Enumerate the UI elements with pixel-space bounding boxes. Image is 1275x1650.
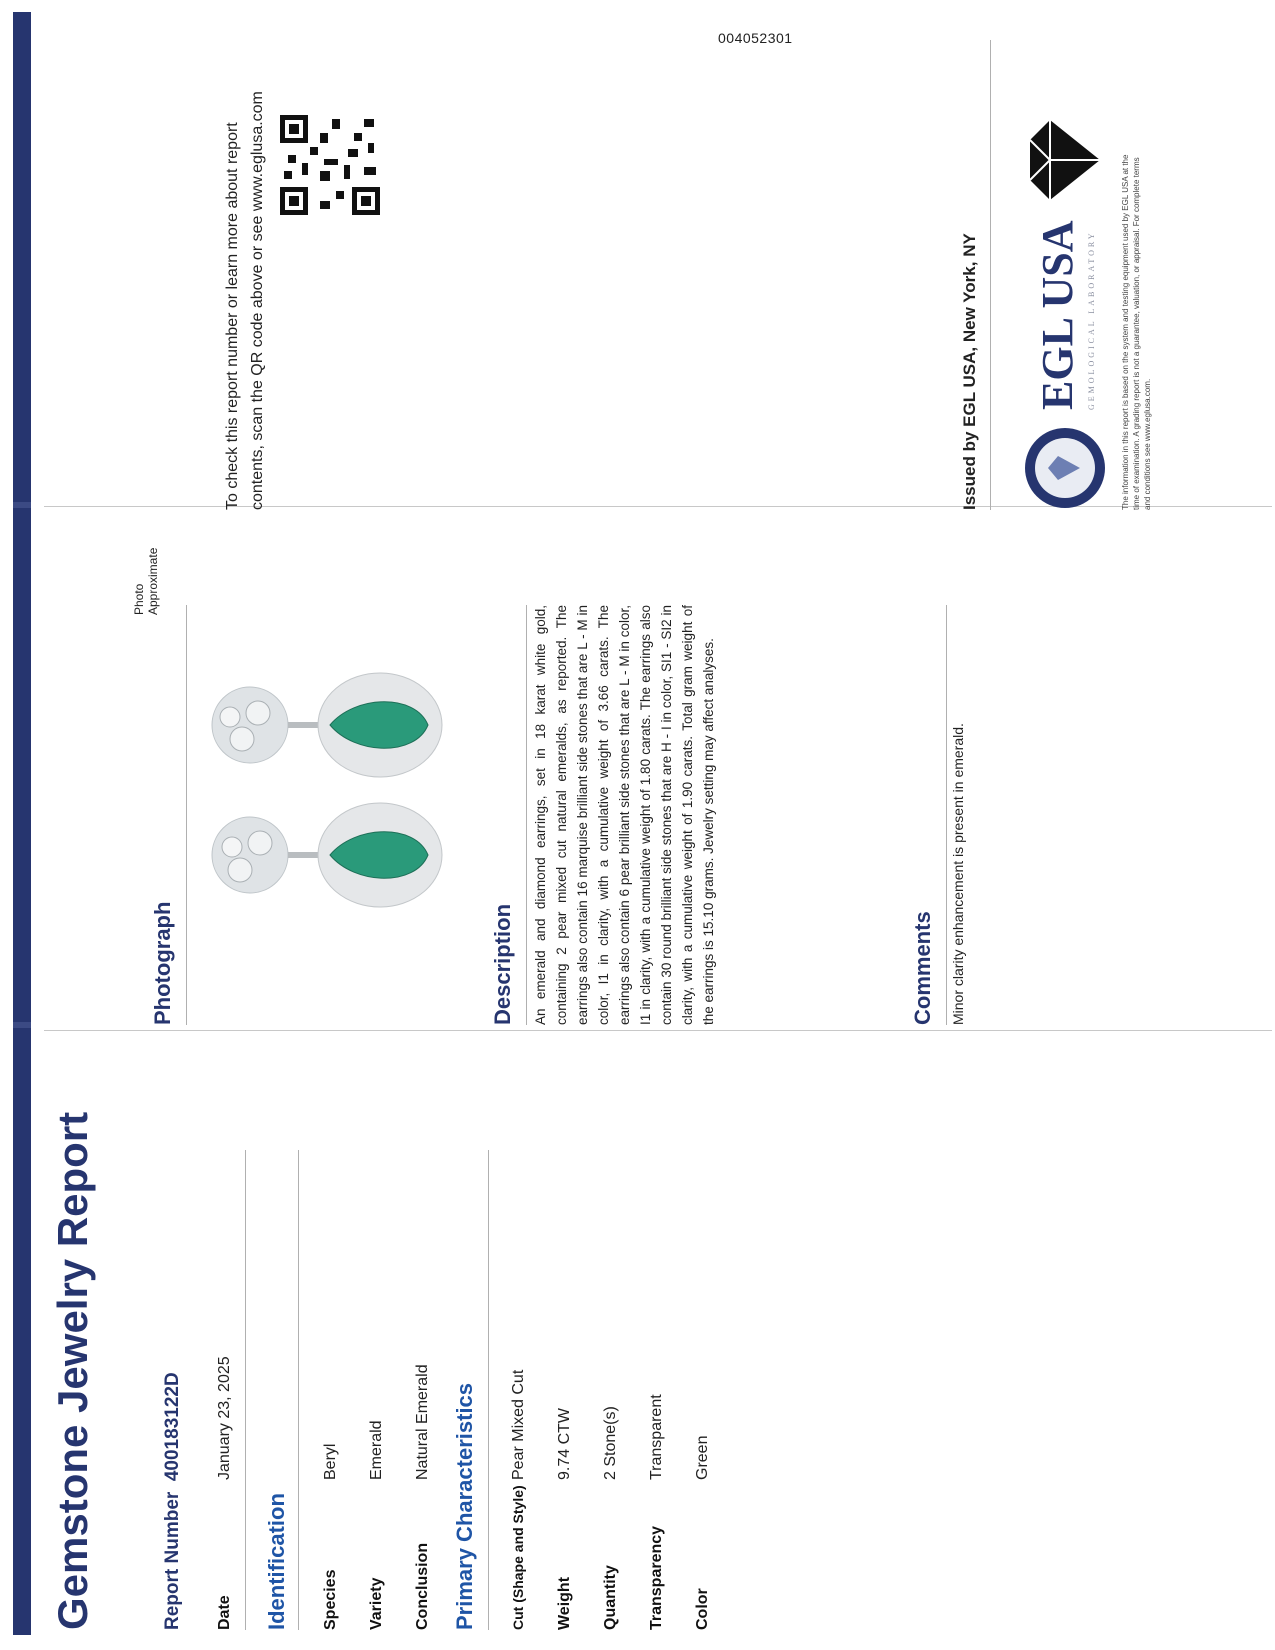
field-value: Transparent [648, 1394, 665, 1480]
document-number: 004052301 [718, 30, 793, 46]
divider [298, 1150, 299, 1630]
verification-panel [220, 30, 1270, 530]
characteristic-row [510, 1370, 528, 1630]
verification-instructions: To check this report number or learn more about report contents, scan the QR code above or see www.eglusa.com [224, 91, 266, 510]
earring-image [212, 803, 442, 907]
report-number [162, 1372, 184, 1630]
date-row [216, 1356, 234, 1630]
field-label: Conclusion [414, 1542, 431, 1630]
egl-usa-logo [1020, 30, 1115, 510]
date-label: Date [216, 1595, 233, 1630]
qr-code[interactable] [280, 115, 380, 215]
field-value: Green [694, 1435, 711, 1480]
description-text: An emerald and diamond earrings, set in 18 karat white gold, containing 2 pear mixed cut natural emeralds, as reported. The earrings also contain 16 marquise brilliant side stones that are L - M in color, I1 in clarity, with a cumulative weight of 3.66 carats. The earrings also contain 6 pear brilliant side stones that are L - M in color, I1 in clarity, with a cumulative weight of 1.80 carats. The earrings also contain 30 round brilliant side stones that are H - I in color, SI1 - SI2 in clarity, with a cumulative weight of 1.90 carats. Total gram weight of the earrings is 15.10 grams. Jewelry setting may affect analyses. [533, 605, 716, 1025]
field-value: Pear Mixed Cut [510, 1369, 527, 1480]
brand-name: EGL USA [1033, 220, 1082, 410]
date-value: January 23, 2025 [216, 1356, 233, 1480]
divider [990, 40, 991, 510]
field-label: Color [694, 1588, 711, 1630]
report-number-value: 400183122D [162, 1372, 183, 1482]
identification-heading: Identification [264, 1493, 289, 1630]
characteristic-row [694, 1436, 712, 1630]
field-label: Species [322, 1569, 339, 1630]
report-summary-panel [40, 1111, 760, 1650]
field-label: Quantity [602, 1565, 619, 1630]
divider [488, 1150, 489, 1630]
binding-bar [13, 12, 31, 1635]
divider [526, 605, 527, 1025]
field-value: 2 Stone(s) [602, 1406, 619, 1480]
earrings-photo [180, 625, 480, 975]
identification-row [322, 1444, 340, 1630]
field-value: Emerald [368, 1420, 385, 1480]
field-label: Weight [556, 1576, 573, 1630]
characteristic-row [648, 1394, 666, 1630]
fine-print: The information in this report is based on the system and testing equipment used by EGL USA at the time of examination. A grading report is not a guarantee, valuation, or appraisal. For complete terms and conditions see www.eglusa.com. [1121, 154, 1152, 510]
report-title: Gemstone Jewelry Report [49, 1111, 96, 1630]
characteristic-row [556, 1408, 574, 1630]
details-panel [132, 530, 1050, 1045]
primary-heading: Primary Characteristics [452, 1382, 477, 1630]
identification-row [414, 1364, 432, 1630]
identification-row [368, 1420, 386, 1630]
field-label: Variety [368, 1577, 385, 1630]
field-value: 9.74 CTW [556, 1407, 573, 1480]
description-heading: Description [490, 903, 515, 1025]
report-number-label: Report Number [162, 1491, 183, 1630]
diamond-icon [1030, 120, 1100, 200]
characteristic-row [602, 1406, 620, 1630]
divider [946, 605, 947, 1025]
field-label: Cut (Shape and Style) [510, 1485, 526, 1630]
comments-text: Minor clarity enhancement is present in emerald. [950, 723, 966, 1025]
comments-heading: Comments [910, 911, 935, 1025]
earring-image [212, 673, 442, 777]
field-value: Beryl [322, 1443, 339, 1480]
brand-tagline: GEMOLOGICAL LABORATORY [1087, 230, 1096, 410]
divider [245, 1150, 246, 1630]
photo-note: Photo Approximate [132, 547, 160, 615]
laboratory-seal [1020, 30, 1110, 510]
photograph-heading: Photograph [150, 901, 175, 1025]
issued-by: Issued by EGL USA, New York, NY [960, 233, 979, 510]
field-value: Natural Emerald [414, 1364, 431, 1480]
field-label: Transparency [648, 1525, 665, 1630]
